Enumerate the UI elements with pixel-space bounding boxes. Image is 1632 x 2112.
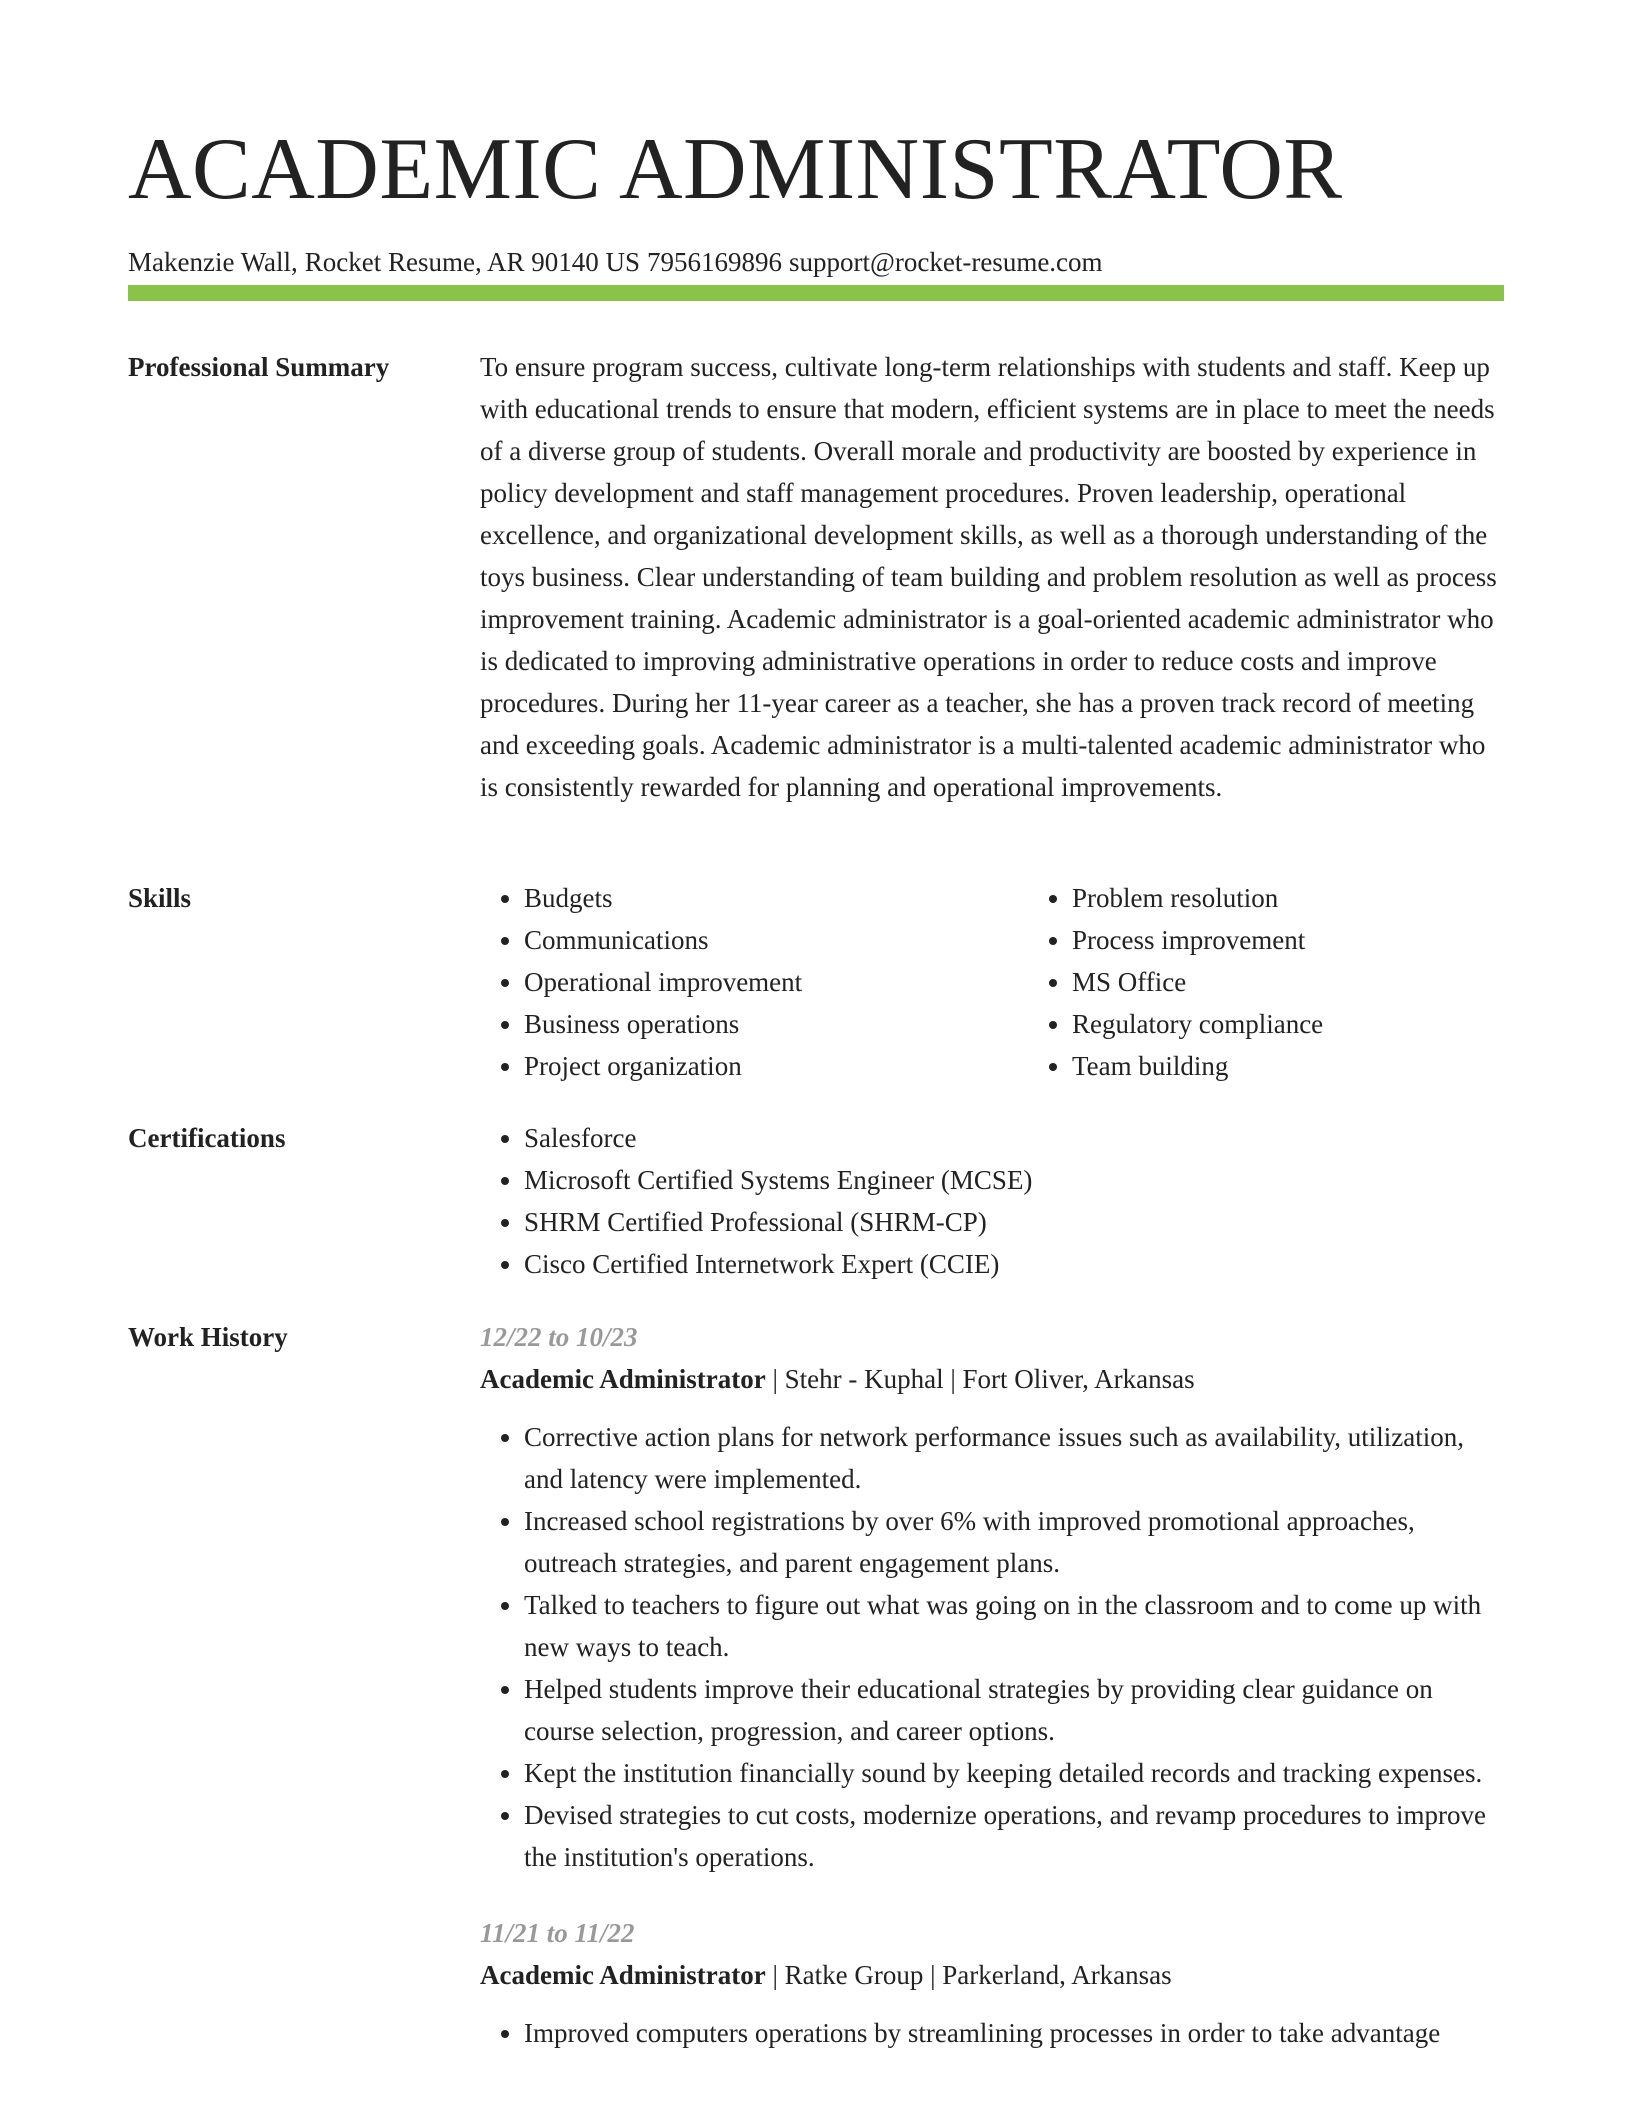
- contact-address: Rocket Resume, AR 90140 US: [304, 247, 641, 277]
- section-title-certifications: Certifications: [128, 1123, 286, 1153]
- skills-body: [480, 877, 1504, 1087]
- certifications-body: [480, 1117, 1504, 1285]
- job-heading: [480, 1358, 1504, 1400]
- skill-item: • Regulatory compliance: [1072, 1003, 1532, 1045]
- section-title-skills: Skills: [128, 883, 192, 913]
- section-title-summary: Professional Summary: [128, 352, 390, 382]
- job-bullet: • Corrective action plans for network performance issues such as availability, utilization, and latency were implemented.: [524, 1416, 1504, 1500]
- job-details: | Ratke Group | Parkerland, Arkansas: [765, 1960, 1172, 1990]
- skills-list-right: [1028, 877, 1532, 1087]
- skill-item: • Communications: [524, 919, 984, 961]
- work-history-body: [480, 1316, 1504, 2088]
- skill-item: • Problem resolution: [1072, 877, 1532, 919]
- skill-item: • Process improvement: [1072, 919, 1532, 961]
- job-dates: 12/22 to 10/23: [480, 1322, 638, 1352]
- certification-item: • Salesforce: [524, 1117, 1504, 1159]
- skill-item: • Budgets: [524, 877, 984, 919]
- job-entry: [480, 1316, 1504, 1878]
- section-title-work-history: Work History: [128, 1322, 288, 1352]
- skill-item: • Business operations: [524, 1003, 984, 1045]
- job-title: Academic Administrator: [480, 1364, 766, 1394]
- job-bullet: • Talked to teachers to figure out what was going on in the classroom and to come up with new ways to teach.: [524, 1584, 1504, 1668]
- skill-item: • MS Office: [1072, 961, 1532, 1003]
- skills-list-left: [480, 877, 984, 1087]
- summary-body: [480, 346, 1504, 808]
- job-entry: [480, 1912, 1504, 2054]
- contact-email: support@rocket-resume.com: [789, 247, 1103, 277]
- skill-item: • Project organization: [524, 1045, 984, 1087]
- job-bullet: • Increased school registrations by over 6% with improved promotional approaches, outreach strategies, and parent engagement plans.: [524, 1500, 1504, 1584]
- job-details: | Stehr - Kuphal | Fort Oliver, Arkansas: [765, 1364, 1195, 1394]
- job-bullet: • Devised strategies to cut costs, modernize operations, and revamp procedures to improve the institution's operations.: [524, 1794, 1504, 1878]
- job-title: Academic Administrator: [480, 1960, 766, 1990]
- job-bullets: [480, 2012, 1504, 2054]
- skills-columns: [480, 877, 1504, 1087]
- job-bullet: • Helped students improve their educational strategies by providing clear guidance on course selection, progression, and career options.: [524, 1668, 1504, 1752]
- job-dates: 11/21 to 11/22: [480, 1918, 635, 1948]
- certification-item: • Cisco Certified Internetwork Expert (CCIE): [524, 1243, 1504, 1285]
- certification-item: • SHRM Certified Professional (SHRM-CP): [524, 1201, 1504, 1243]
- contact-phone: 7956169896: [647, 247, 783, 277]
- job-bullets: [480, 1416, 1504, 1878]
- summary-text: To ensure program success, cultivate long-term relationships with students and staff. Keep up with educational trends to ensure that modern, efficient systems are in place to meet the needs of a diverse group of students. Overall morale and productivity are boosted by experience in policy development and staff management procedures. Proven leadership, operational excellence, and organizational development skills, as well as a thorough understanding of the toys business. Clear understanding of team building and problem resolution as well as process improvement training. Academic administrator is a goal-oriented academic administrator who is dedicated to improving administrative operations in order to reduce costs and improve procedures. During her 11-year career as a teacher, she has a proven track record of meeting and exceeding goals. Academic administrator is a multi-talented academic administrator who is consistently rewarded for planning and operational improvements.: [480, 352, 1497, 802]
- job-bullet: • Improved computers operations by streamlining processes in order to take advantage: [524, 2012, 1504, 2054]
- certification-item: • Microsoft Certified Systems Engineer (MCSE): [524, 1159, 1504, 1201]
- certifications-list: [480, 1117, 1504, 1285]
- job-bullet: • Kept the institution financially sound by keeping detailed records and tracking expenses.: [524, 1752, 1504, 1794]
- accent-divider: [128, 285, 1504, 301]
- job-heading: [480, 1954, 1504, 1996]
- resume-header: [128, 118, 1504, 280]
- page-title: ACADEMIC ADMINISTRATOR: [128, 121, 1343, 218]
- skill-item: • Operational improvement: [524, 961, 984, 1003]
- contact-name: Makenzie Wall,: [128, 247, 298, 277]
- contact-line: [128, 244, 1504, 280]
- skill-item: • Team building: [1072, 1045, 1532, 1087]
